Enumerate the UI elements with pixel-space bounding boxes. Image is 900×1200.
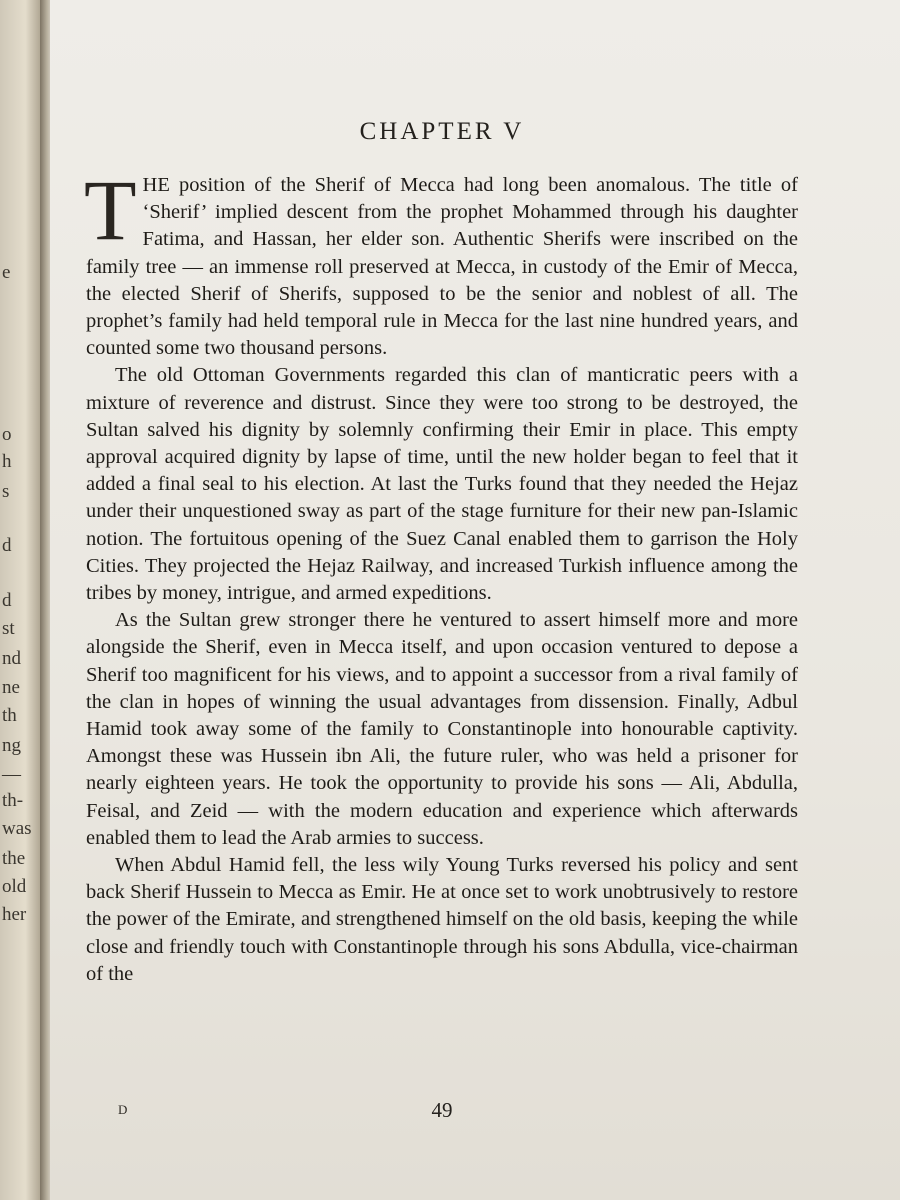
prev-page-fragment: the (2, 848, 26, 869)
prev-page-fragment: old (2, 876, 27, 897)
prev-page-fragment: th (2, 705, 17, 726)
prev-page-fragment: — (2, 764, 21, 785)
drop-cap: T (84, 162, 137, 258)
prev-page-fragment: d (2, 535, 12, 556)
book-page (50, 0, 900, 1200)
prev-page-fragment: e (2, 262, 11, 283)
signature-mark: D (118, 1102, 129, 1117)
paragraph: As the Sultan grew stronger there he ventured to assert himself more and more alongside the Sherif, even in Mecca itself, and upon occasion ventured to depose a Sherif too magnificent for his views, and to appoint a successor from a rival family of the clan in hopes of winning the usual advantages from dissension. Finally, Adbul Hamid took away some of the family to Constantinople into honourable captivity. Amongst these was Hussein ibn Ali, the future ruler, who was held a prisoner for nearly eighteen years. He took the opportunity to provide his sons — Ali, Abdulla, Feisal, and Zeid — with the modern education and experience which afterwards enabled them to lead the Arab armies to success. (86, 609, 798, 849)
prev-page-fragment: her (2, 904, 27, 925)
prev-page-fragment: th- (2, 790, 24, 811)
prev-page-fragment: h (2, 451, 12, 472)
text-block (86, 0, 798, 1200)
prev-page-fragment: ne (2, 677, 20, 698)
paragraph-text: HE position of the Sherif of Mecca had long been anomalous. The title of ‘Sherif’ implied descent from the prophet Mohammed through his daughter Fatima, and Hassan, her elder son. Authentic Sherifs were inscribed on the family tree — an immense roll preserved at Mecca, in custody of the Emir of Mecca, the elected Sherif of Sherifs, supposed to be the senior and noblest of all. The prophet’s family had held temporal rule in Mecca for the last nine hundred years, and counted some two thousand persons. (86, 174, 798, 360)
prev-page-fragment: o (2, 424, 12, 445)
prev-page-fragment: st (2, 618, 15, 639)
prev-page-fragment: was (2, 818, 32, 839)
prev-page-fragment: d (2, 590, 12, 611)
chapter-body (84, 162, 798, 988)
chapter-title: CHAPTER V (359, 118, 525, 145)
paragraph: When Abdul Hamid fell, the less wily Young Turks reversed his policy and sent back Sherif Hussein to Mecca as Emir. He at once set to work unobtrusively to restore the power of the Emirate, and strengthened himself on the old basis, keeping the while close and friendly touch with Constantinople through his sons Abdulla, vice-chairman of the (86, 854, 798, 985)
prev-page-fragment: nd (2, 648, 21, 669)
prev-page-fragment: ng (2, 735, 21, 756)
prev-page-fragment: s (2, 481, 10, 502)
paragraph: The old Ottoman Governments regarded this clan of manticratic peers with a mixture of reverence and distrust. Since they were too strong to be destroyed, the Sultan salved his dignity by solemnly confirming their Emir in place. This empty approval acquired dignity by lapse of time, until the new holder began to feel that it added a final seal to his election. At last the Turks found that they needed the Hejaz under their unquestioned sway as part of the stage furniture for their new pan-Islamic notion. The fortuitous opening of the Suez Canal enabled them to garrison the Holy Cities. They projected the Hejaz Railway, and increased Turkish influence among the tribes by money, intrigue, and armed expeditions. (86, 364, 798, 605)
page-number: 49 (431, 1098, 453, 1122)
paragraph (84, 162, 798, 362)
